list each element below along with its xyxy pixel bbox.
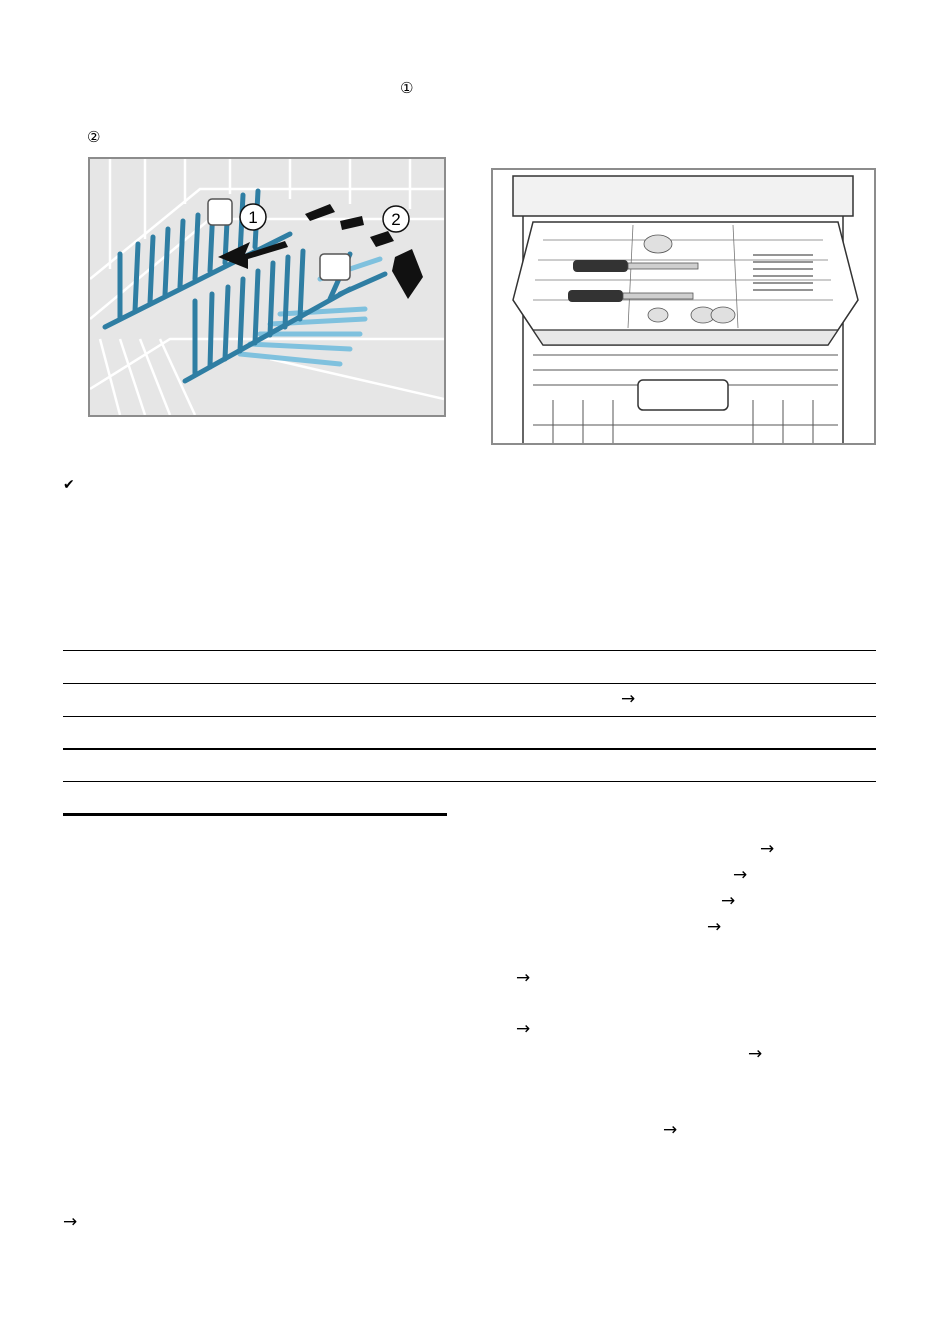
cross-reference-arrow-icon: →	[663, 1120, 678, 1140]
cross-reference-arrow-icon: →	[748, 1044, 763, 1064]
tine-folding-illustration	[88, 157, 446, 417]
table-rule-5	[63, 781, 876, 782]
table-rule-1	[63, 650, 876, 651]
cutlery-drawer-drawing	[493, 170, 874, 443]
cross-reference-arrow-icon: →	[516, 1019, 531, 1039]
callout-1-label: 1	[248, 208, 258, 227]
callout-1-marker	[240, 204, 266, 230]
cross-reference-arrow-icon: →	[516, 968, 531, 988]
section-heading-rule	[63, 813, 447, 816]
cross-reference-arrow-icon: →	[63, 1212, 78, 1232]
tine-rack-drawing	[90, 159, 444, 415]
callout-2-label: 2	[391, 210, 401, 229]
cross-reference-arrow-icon: →	[760, 839, 775, 859]
cross-reference-arrow-icon: →	[707, 917, 722, 937]
cross-reference-arrow-icon: →	[733, 865, 748, 885]
cutlery-drawer-illustration	[491, 168, 876, 445]
table-rule-4	[63, 748, 876, 750]
check-mark-icon: ✔	[63, 477, 75, 493]
callout-2-marker	[383, 206, 409, 232]
table-rule-3	[63, 716, 876, 717]
step-2-marker: ②	[87, 128, 101, 146]
cross-reference-arrow-icon: →	[621, 689, 636, 709]
table-rule-2	[63, 683, 876, 684]
cross-reference-arrow-icon: →	[721, 891, 736, 911]
step-1-marker: ①	[400, 79, 414, 97]
